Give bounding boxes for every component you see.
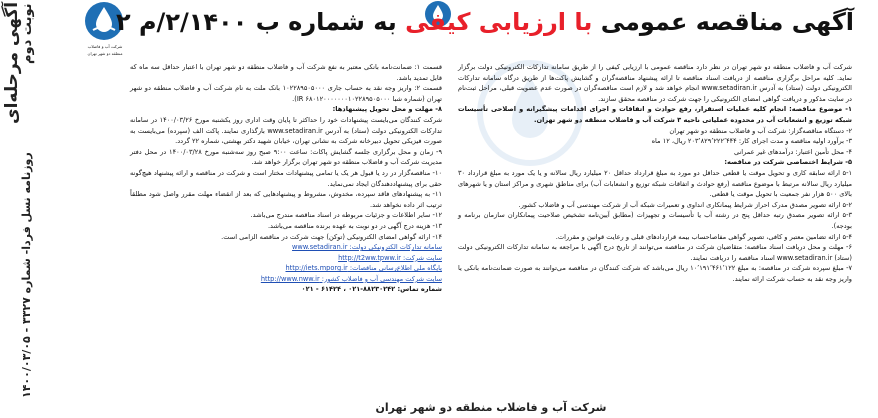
paragraph: ۷- مبلغ سپرده شرکت در مناقصه: به مبلغ ۱۰٬۱۹۱٬۴۶۱٬۱۲۲ ریال می‌باشد که شرکت کنندگان در مناقصه می‌توانند به صورت ضمانت‌نامه بانکی یا واریز وجه نقد به حساب شرکت ارائه نمایند.: [458, 264, 852, 283]
paragraph: ۸- مهلت و محل تحویل پیشنهادها:: [332, 105, 442, 114]
paragraph: ۵-۴ ارائه تضامین معتبر و کافی، تصویر گواهی مفاصاحساب بیمه قراردادهای قبلی و رعایت قوانین و مقررات.: [555, 232, 852, 241]
logo-line2: منطقه دو شهر تهران: [87, 51, 123, 56]
paragraph: ۱۳- هزینه درج آگهی در دو نوبت به عهده برنده مناقصه می‌باشد.: [267, 221, 442, 230]
paragraph: ۱۰- مناقصه‌گزار در رد یا قبول هر یک یا تمامی پیشنهادات مختار است و شرکت در مناقصه و ارائه پیشنهاد هیچ‌گونه حقی برای پیشنهاددهندگان ایجاد نمی‌نماید.: [130, 168, 442, 188]
ad-title: [115, 4, 854, 40]
paragraph: ۶- مهلت و محل دریافت اسناد مناقصه: متقاضیان شرکت در مناقصه می‌توانند از تاریخ درج آگهی با مراجعه به سامانه تدارکات الکترونیکی دولت (ستاد) www.setadiran.ir اسناد مناقصه را دریافت نمایند.: [458, 243, 852, 262]
paragraph: ۵-۱ ارائه سابقه کاری و تحویل موقت یا قطعی حداقل دو مورد به مبلغ قرارداد حداقل ۲۰ میلیارد ریال سالانه و یا یک مورد به مبلغ قرارداد ۳۰ میلیارد ریال سالانه مرتبط با موضوع مناقصه (رفع حوادث و اتفاقات شبکه توزیع و انشعابات آب) برای مناطق شهری و مراکز استان و یا شهرهای بالای ۵۰۰ هزار نفر جمعیت با تحویل موقت یا قطعی.: [458, 168, 852, 199]
logo-line1: شرکت آب و فاضلاب: [87, 44, 123, 49]
title-part1: آگهی مناقصه عمومی: [600, 8, 854, 36]
link-setadiran[interactable]: سامانه تدارکات الکترونیکی دولت: www.setadiran.ir: [292, 243, 442, 252]
paragraph: ۱۴- ارائه گواهی امضای الکترونیکی (توکن) جهت شرکت در مناقصه الزامی است.: [221, 232, 442, 241]
contact-phone: شماره تماس: ۸۸۲۳۰۲۴۲-۰۲۱ ، ۶۱۴۲۴ - ۰۲۱: [301, 285, 442, 294]
paragraph: ۱۲- سایر اطلاعات و جزئیات مربوطه در اسناد مناقصه مندرج می‌باشد.: [250, 211, 442, 220]
paragraph: ۳- برآورد اولیه مناقصه و مدت اجرای کار: ۲۰۳٬۸۲۹٬۲۲۲٬۴۴۴ ریال، ۱۲ ماه: [651, 137, 852, 146]
paragraph: شرکت کنندگان می‌بایست پیشنهادات خود را حداکثر تا پایان وقت اداری روز یکشنبه مورخ ۱۴۰۰/۰۳/۲۶ در سامانه تدارکات الکترونیکی دولت (ستاد) به آدرس www.setadiran.ir بارگذاری نمایند. پاکت الف (سپرده) می‌بایست به صورت فیزیکی تحویل دبیرخانه شرکت به نشانی تهران، خیابان شهید دکتر بهشتی، شماره ۲۲ گردد.: [130, 115, 443, 146]
paragraph: ۱۱- به پیشنهادهای فاقد سپرده، مخدوش، مشروط و پیشنهادهایی که بعد از انقضاء مهلت مقرر واصل شود مطلقاً ترتیب اثر داده نخواهد شد.: [130, 190, 442, 209]
company-signature: شرکت آب و فاضلاب منطقه دو شهر تهران: [375, 401, 607, 414]
newspaper-date: روزنامه نسل فردا- شماره ۳۳۲۷ - ۱۴۰۰/۰۳/۰۵: [20, 152, 33, 398]
paragraph: ۱- موضوع مناقصه: انجام کلیه عملیات استقرار، رفع حوادث و اتفاقات و اجرای اقدامات پیشگیرانه و اصلاحی تأسیسات شبکه توزیع و انشعابات آب در محدوده عملیاتی ناحیه ۳ شرکت آب و فاضلاب منطقه دو شهر تهران.: [458, 105, 852, 124]
link-iets[interactable]: پایگاه ملی اطلاع‌رسانی مناقصات: http://iets.mporg.ir: [285, 264, 442, 273]
paragraph: ۵-۳ ارائه تصویر مصدق رتبه حداقل پنج در رشته آب یا تأسیسات و تجهیزات (مطابق آیین‌نامه تشخیص صلاحیت پیمانکاران سازمان برنامه و بودجه).: [458, 211, 852, 230]
paragraph: ۴- محل تأمین اعتبار: درآمدهای غیر عمرانی: [733, 147, 852, 156]
paragraph: ۲- دستگاه مناقصه‌گزار: شرکت آب و فاضلاب منطقه دو شهر تهران: [669, 126, 852, 135]
paragraph: قسمت ۱: ضمانت‌نامه بانکی معتبر به نفع شرکت آب و فاضلاب منطقه دو شهر تهران با اعتبار حداقل سه ماه که قابل تمدید باشد.: [130, 63, 442, 82]
category-label: آگهی مرحله‌ای: [2, 1, 22, 124]
paragraph: قسمت ۲: واریز وجه نقد به حساب جاری ۱۰۲۲۸۹۵۰۵۰۰۰ بانک ملت به نام شرکت آب و فاضلاب منطقه دو شهر تهران (شماره شبا IR ۶۸۰۱۲۰۰۰۰۰۰۰۱۰۲۲۸۹۵۰۵۰۰۰).: [130, 84, 442, 103]
link-nww[interactable]: سایت شرکت مهندسی آب و فاضلاب کشور: http://www.nww.ir: [260, 274, 442, 283]
paragraph: شرکت آب و فاضلاب منطقه دو شهر تهران در نظر دارد مناقصه عمومی با ارزیابی کیفی را از طریق سامانه تدارکات الکترونیکی دولت برگزار نماید. کلیه مراحل برگزاری مناقصه از دریافت اسناد مناقصه تا ارائه پیشنهاد مناقصه‌گران و گشایش پاکت‌ها از طریق درگاه سامانه تدارکات الکترونیکی دولت (ستاد) به آدرس www.setadiran.ir انجام خواهد شد و لازم است مناقصه‌گران در صورت عدم عضویت قبلی، مراحل ثبت‌نام در سایت مذکور و دریافت گواهی امضای الکترونیکی را جهت شرکت در مناقصه محقق سازند.: [458, 63, 852, 103]
title-part2: با ارزیابی کیفی: [405, 8, 593, 36]
title-part3: به شماره ب ۲/۱۴۰۰/م ۲: [115, 8, 397, 36]
link-company-site[interactable]: سایت شرکت: http://t2ww.tpww.ir: [338, 253, 442, 262]
paragraph: ۹- زمان و محل برگزاری جلسه گشایش پاکات: ساعت ۹:۰۰ صبح روز سه‌شنبه مورخ ۱۴۰۰/۰۳/۲۸ در محل دفتر مدیریت شرکت آب و فاضلاب منطقه دو شهر تهران برگزار خواهد شد.: [130, 147, 442, 167]
paragraph: ۵-۲ ارائه تصویر مصدق مدرک احراز شرایط پیمانکاری انداوی و تعمیرات شبکه آب از شرکت مهندسی آب و فاضلاب کشور.: [518, 200, 852, 209]
paragraph: ۵- شرایط اختصاصی شرکت در مناقصه:: [724, 158, 852, 167]
side-strip: [0, 0, 36, 418]
right-text-column: [458, 62, 852, 284]
left-text-column: [130, 62, 442, 295]
publication-tag: نوبت دوم: [20, 3, 35, 64]
